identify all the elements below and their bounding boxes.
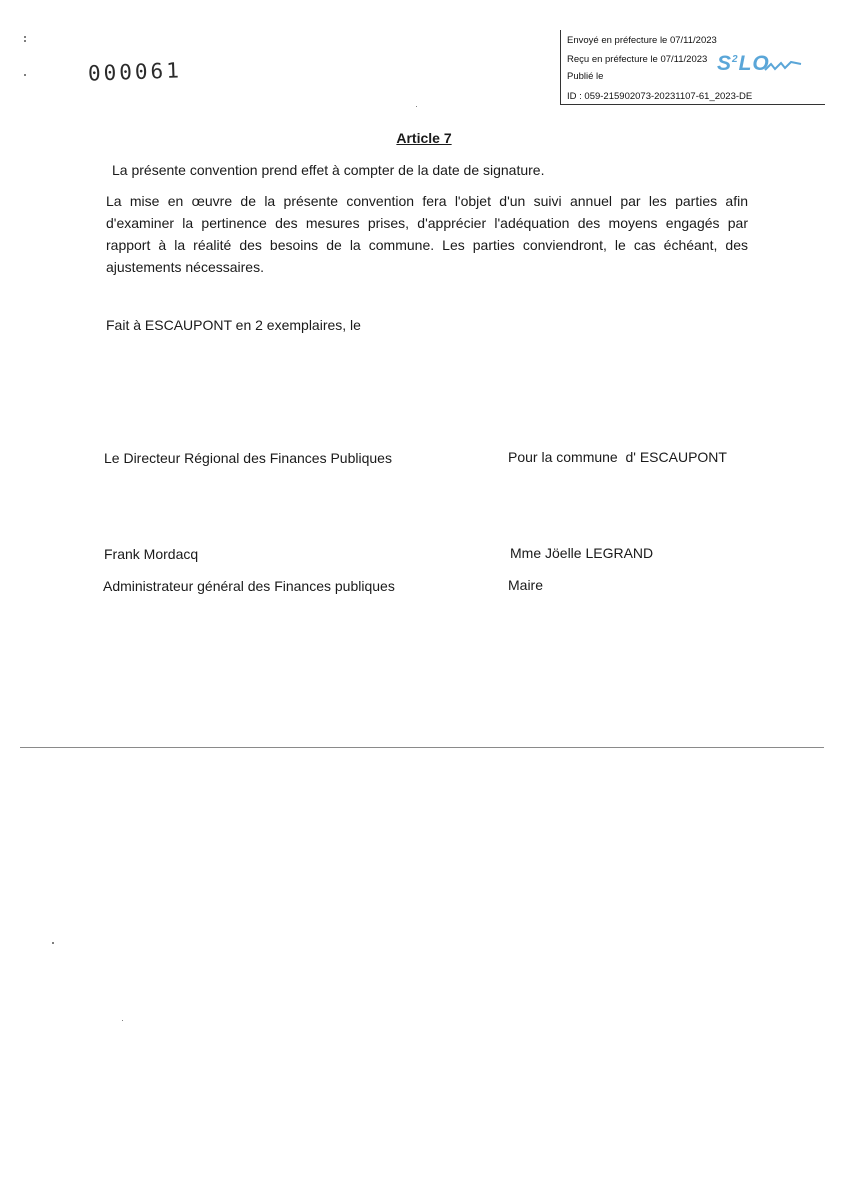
paragraph-line: La mise en œuvre de la présente convention fera l'objet d'un suivi annuel par les parties afin [106,193,748,209]
prefecture-sent-date: Envoyé en préfecture le 07/11/2023 [567,35,717,46]
left-signatory-name: Frank Mordacq [104,546,199,562]
article-paragraph-effect: La présente convention prend effet à compter de la date de signature. [112,162,545,178]
scan-speck [24,74,26,76]
right-signatory-title: Maire [508,577,544,593]
signature-place-line: Fait à ESCAUPONT en 2 exemplaires, le [106,317,361,333]
article-title: Article 7 [396,130,452,146]
scan-speck [52,942,54,944]
right-signatory-role: Pour la commune d' ESCAUPONT [508,449,727,465]
page-divider [20,747,824,748]
prefecture-stamp-box [560,30,825,105]
s2lo-swoosh-icon [763,60,803,74]
paragraph-line: d'examiner la pertinence des mesures prises, d'apprécier l'adéquation des moyens engagés par [106,215,748,231]
scan-speck [24,40,26,42]
document-stamp-number: 000061 [87,58,183,86]
left-signatory-title: Administrateur général des Finances publiques [103,578,395,594]
prefecture-id: ID : 059-215902073-20231107-61_2023-DE [567,91,753,102]
scan-speck [416,106,417,107]
scan-speck [122,1020,123,1021]
s2lo-logo: $S^2LO$ [717,52,770,75]
prefecture-received-date: Reçu en préfecture le 07/11/2023 [567,54,708,65]
article-paragraph-followup [106,190,748,278]
prefecture-published: Publié le [567,71,604,82]
left-signatory-role: Le Directeur Régional des Finances Publiques [104,450,392,466]
right-signatory-name: Mme Jöelle LEGRAND [510,545,654,561]
paragraph-line: ajustements nécessaires. [106,259,264,275]
paragraph-line: rapport à la réalité des besoins de la commune. Les parties conviendront, le cas échéant, des [106,237,748,253]
scan-speck [24,36,26,38]
